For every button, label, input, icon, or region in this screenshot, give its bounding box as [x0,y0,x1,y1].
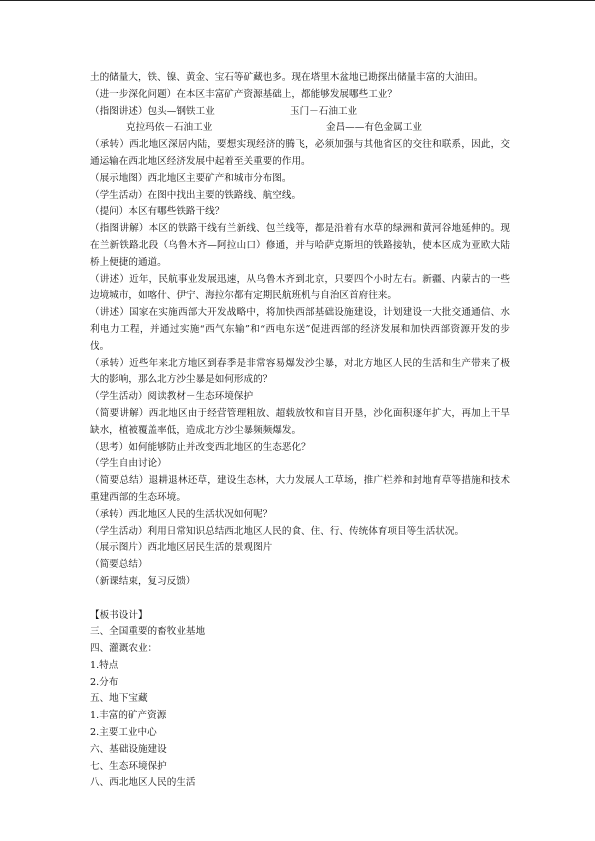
board-item: 1.丰富的矿产资源 [90,710,167,722]
paragraph: （展示地图）西北地区主要矿产和城市分布图。 [90,172,292,184]
paragraph: （讲述）近年，民航事业发展迅速，从乌鲁木齐到北京，只要四个小时左右。新疆、内蒙古的一些边境城市，如喀什、伊宁、海拉尔都有定期民航班机与自治区首府往来。 [90,273,510,302]
paragraph: （学生活动）阅读教材－生态环境保护 [90,391,254,403]
board-item: 七、生态环境保护 [90,760,167,772]
paragraph: （指图讲解）本区的铁路干线有兰新线、包兰线等，都是沿着有水草的绿洲和黄河谷地延伸的。现在兰新铁路北段（乌鲁木齐—阿拉山口）修通，并与哈萨克斯坦的铁路接轨，使本区成为亚欧大陆桥上便捷的通道。 [90,223,510,268]
industry-item: （指图讲述）包头—钢铁工业 [90,105,215,117]
board-item: 2.分布 [90,676,119,688]
board-item: 2.主要工业中心 [90,727,157,739]
industry-item: 金昌——有色金属工业 [326,122,422,134]
industry-row-2 [90,120,510,137]
industry-item: 玉门－石油工业 [290,105,358,117]
board-item: 三、全国重要的畜牧业基地 [90,626,206,638]
board-item: 六、基础设施建设 [90,743,167,755]
paragraph: （承转）近些年来北方地区到春季是非常容易爆发沙尘暴，对北方地区人民的生活和生产带来了极大的影响，那么北方沙尘暴是如何形成的？ [90,357,510,386]
paragraph: （新课结束，复习反馈） [90,575,196,587]
paragraph: （简要总结） [90,559,148,571]
board-title: 【板书设计】 [90,609,148,621]
board-item: 五、地下宝藏 [90,693,148,705]
paragraph: （承转）西北地区人民的生活状况如何呢？ [90,508,273,520]
industry-item: 克拉玛依－石油工业 [126,122,213,134]
paragraph: （承转）西北地区深居内陆，要想实现经济的腾飞，必须加强与其他省区的交往和联系，因此，交通运输在西北地区经济发展中起着至关重要的作用。 [90,139,510,167]
paragraph: （学生自由讨论） [90,458,167,470]
paragraph: （简要总结）退耕退林还草，建设生态林，大力发展人工草场，推广栏养和封地育草等措施和技术重建西部的生态环境。 [90,475,510,503]
paragraph: （进一步深化问题）在本区丰富矿产资源基础上，都能够发展哪些工业？ [90,88,397,100]
paragraph: （讲述）国家在实施西部大开发战略中，将加快西部基础设施建设，计划建设一大批交通通信、水利电力工程，并通过实施“西气东输”和“西电东送”促进西部的经济发展和加快西部资源开发的步伐。 [90,307,510,352]
paragraph: （提问）本区有哪些铁路干线？ [90,206,225,218]
industry-row-1 [90,104,510,121]
board-item: 八、西北地区人民的生活 [90,777,196,789]
board-item: 1.特点 [90,659,119,671]
paragraph: （学生活动）利用日常知识总结西北地区人民的食、住、行、传统体育项目等生活状况。 [90,525,465,537]
page-top-rule [0,0,595,1]
paragraph: （思考）如何能够防止并改变西北地区的生态恶化？ [90,441,311,453]
paragraph: （学生活动）在图中找出主要的铁路线、航空线。 [90,189,302,201]
board-item: 四、灌溉农业： [90,643,158,655]
paragraph: （展示图片）西北地区居民生活的景观图片 [90,542,273,554]
paragraph: （简要讲解）西北地区由于经营管理粗放、超载放牧和盲目开垦，沙化面积逐年扩大，再加上干旱缺水，植被覆盖率低，造成北方沙尘暴频频爆发。 [90,407,510,436]
paragraph: 土的储量大，铁、镍、黄金、宝石等矿藏也多。现在塔里木盆地已勘探出储量丰富的大油田。 [90,72,484,83]
spacer [90,591,510,608]
document-body [90,70,510,792]
